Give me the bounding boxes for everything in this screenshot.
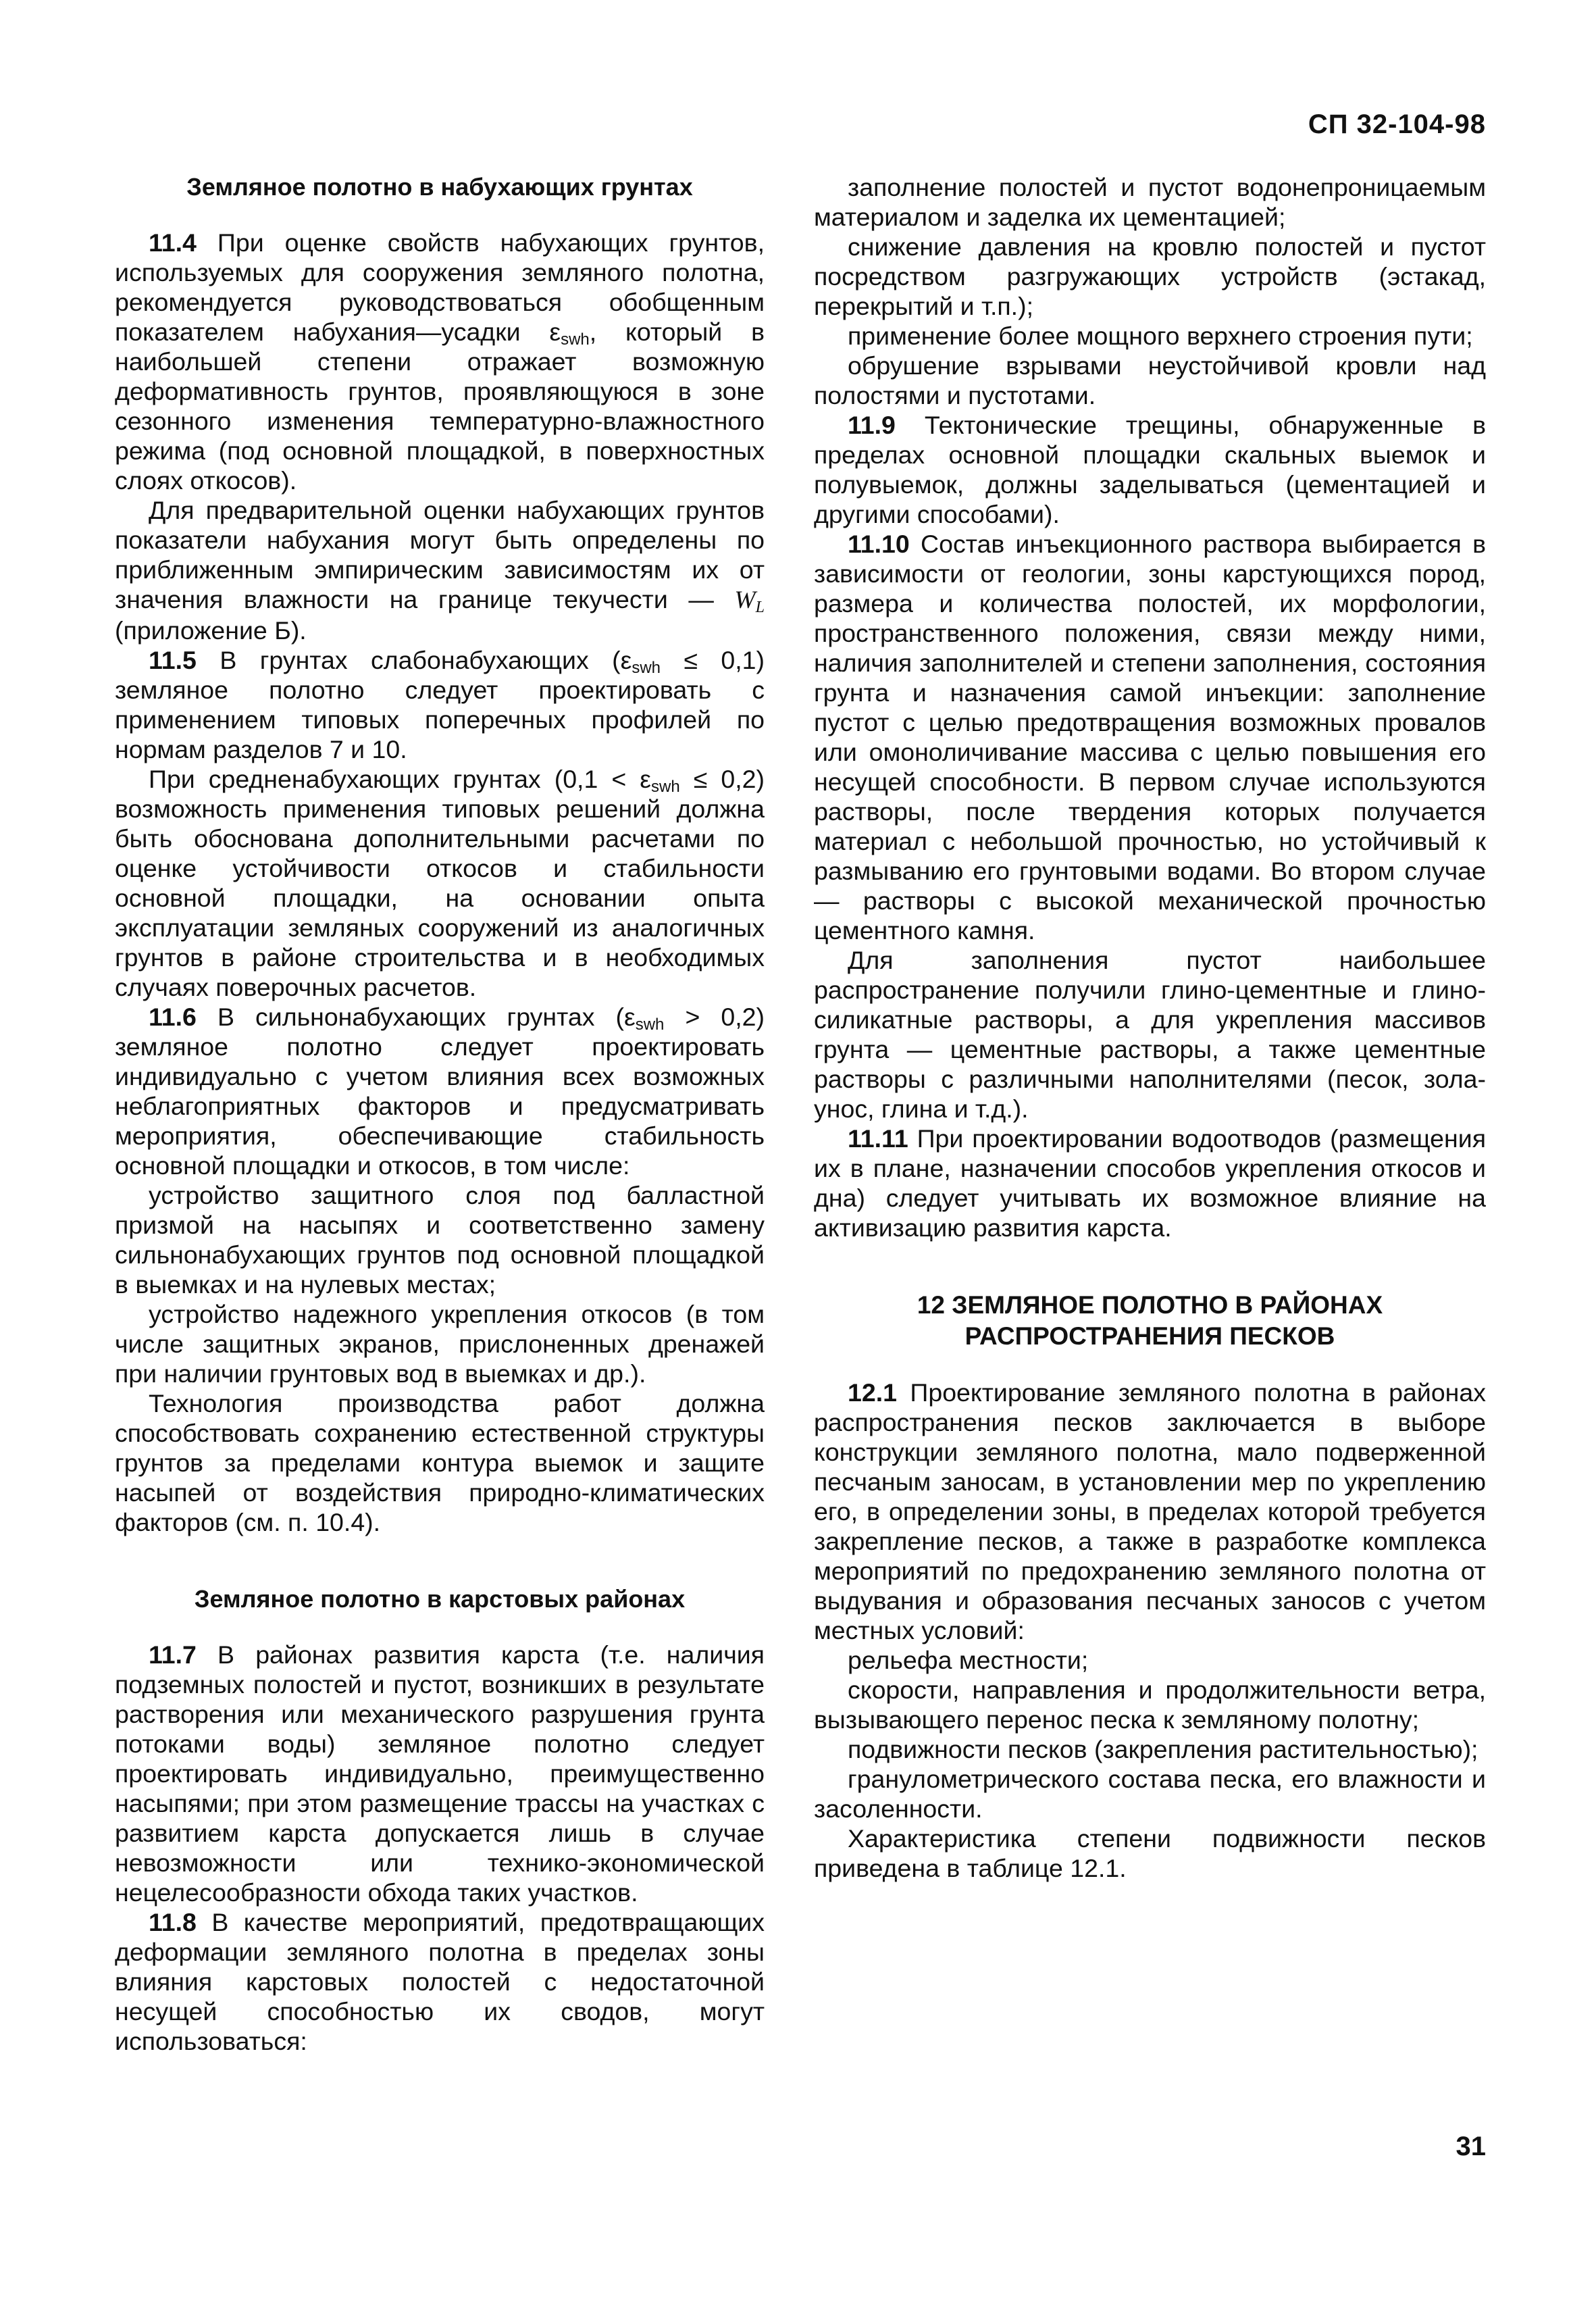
paragraph-technology: Технология производства работ должна способствовать сохранению естественной структуры грунтов за пределами контура выемок и защите насыпей от воздействия природно-климатических факторов (см. п. 10.4). <box>115 1389 765 1536</box>
section-12-title-line-1: 12 ЗЕМЛЯНОЕ ПОЛОТНО В РАЙОНАХ <box>917 1291 1383 1319</box>
clause-number: 12.1 <box>848 1378 897 1407</box>
clause-number: 11.5 <box>149 646 197 674</box>
paragraph-11-8: 11.8 В качестве мероприятий, предотвращающих деформации земляного полотна в пределах зоны влияния карстовых полостей с недостаточной несущей способностью их сводов, могут использоваться: <box>115 1908 765 2055</box>
paragraph-relief: рельефа местности; <box>848 1646 1089 1674</box>
paragraph-medium-swelling: При средненабухающих грунтах $(0,1 < \varepsilon_{swh} \le 0,2)$ возможность применения типовых решений должна быть обоснована дополнительными расчетами по оценке устойчивости откосов и стабильности основной площадки, на основании опыта эксплуатации земляных сооружений из аналогичных грунтов в районе строительства и в необходимых случаях поверочных расчетов. <box>115 765 765 1001</box>
heading-swelling-soils: Земляное полотно в набухающих грунтах <box>186 173 693 201</box>
page-number: 31 <box>1456 2132 1486 2161</box>
paragraph-11-9: 11.9 Тектонические трещины, обнаруженные в пределах основной площадки скальных выемок и полувыемок, должны заделываться (цементацией и другими способами). <box>814 411 1486 528</box>
clause-number: 11.10 <box>848 530 910 558</box>
section-12-title-line-2: РАСПРОСТРАНЕНИЯ ПЕСКОВ <box>964 1322 1335 1350</box>
heading-karst-areas: Земляное полотно в карстовых районах <box>194 1585 686 1613</box>
paragraph-11-10: 11.10 Состав инъекционного раствора выбирается в зависимости от геологии, зоны карстующихся пород, размера и количества полостей, их морфологии, пространственного положения, связи между ними, наличия заполнителей и степени заполнения, состояния грунта и назначения самой инъекции: заполнение пустот с целью предотвращения возможных провалов или омоноличивание массива с целью повышения его несущей способности. В первом случае используются растворы, после твердения которых получается материал с небольшой прочностью, но устойчивый к размыванию его грунтовыми водами. Во втором случае — растворы с высокой механической прочностью цементного камня. <box>814 530 1486 945</box>
clause-number: 11.9 <box>848 411 896 439</box>
clause-number: 11.7 <box>149 1640 197 1669</box>
paragraph-wind: скорости, направления и продолжительности ветра, вызывающего перенос песка к земляному полотну; <box>814 1676 1486 1734</box>
spacer <box>814 1242 1486 1290</box>
paragraph-11-6: 11.6 В сильнонабухающих грунтах $(\varepsilon_{swh} > 0,2)$ земляное полотно следует проектировать индивидуально с учетом влияния всех возможных неблагоприятных факторов и предусматривать мероприятия, обеспечивающие стабильность основной площадки и откосов, в том числе: <box>115 1003 765 1180</box>
paragraph-11-4: 11.4 При оценке свойств набухающих грунтов, используемых для сооружения земляного полотна, рекомендуется руководствоваться обобщенным показателем набухания—усадки $\varepsilon_{swh}$, который в наибольшей степени отражает возможную деформативность грунтов, проявляющуюся в зоне сезонного изменения температурно-влажностного режима (под основной площадкой, в поверхностных слоях откосов). <box>115 228 765 495</box>
paragraph-protective-layer: устройство защитного слоя под балластной призмой на насыпях и соответственно замену сильнонабухающих грунтов под основной площадкой в выемках и на нулевых местах; <box>115 1181 765 1299</box>
clause-number: 11.6 <box>149 1003 197 1031</box>
section-12-title <box>814 1290 1486 1352</box>
paragraph-void-filling: Для заполнения пустот наибольшее распространение получили глино-цементные и глино-силикатные растворы, а для укрепления массивов грунта — цементные растворы, а также цементные растворы с различными наполнителями (песок, зола-унос, глина и т.д.). <box>814 946 1486 1123</box>
clause-number: 11.8 <box>149 1908 197 1936</box>
paragraph-fill-voids: заполнение полостей и пустот водонепроницаемым материалом и заделка их цементацией; <box>814 173 1486 231</box>
paragraph-preliminary-assessment: Для предварительной оценки набухающих грунтов показатели набухания могут быть определены по приближенным эмпирическим зависимостям их от значения влажности на границе текучести — $W_L$ (приложение Б). <box>115 496 765 645</box>
spacer <box>115 1537 765 1584</box>
paragraph-table-reference: Характеристика степени подвижности песков приведена в таблице 12.1. <box>814 1824 1486 1882</box>
clause-number: 11.11 <box>848 1124 908 1153</box>
left-column <box>115 172 765 2056</box>
paragraph-reduce-pressure: снижение давления на кровлю полостей и пустот посредством разгружающих устройств (эстакад, перекрытий и т.п.); <box>814 232 1486 320</box>
paragraph-11-5: 11.5 В грунтах слабонабухающих $(\varepsilon_{swh} \le 0,1)$ земляное полотно следует проектировать с применением типовых поперечных профилей по нормам разделов 7 и 10. <box>115 646 765 763</box>
paragraph-sand-mobility: подвижности песков (закрепления растительностью); <box>848 1735 1478 1763</box>
clause-number: 11.4 <box>149 228 197 257</box>
paragraph-12-1: 12.1 Проектирование земляного полотна в районах распространения песков заключается в выборе конструкции земляного полотна, мало подверженной песчаным заносам, в установлении мер по укреплению его, в определении зоны, в пределах которой требуется закрепление песков, а также в разработке комплекса мероприятий по предохранению земляного полотна от выдувания и образования песчаных заносов с учетом местных условий: <box>814 1378 1486 1644</box>
paragraph-11-7: 11.7 В районах развития карста (т.е. наличия подземных полостей и пустот, возникших в результате растворения или механического разрушения грунта потоками воды) земляное полотно следует проектировать индивидуально, преимущественно насыпями; при этом размещение трассы на участках с развитием карста допускается лишь в случае невозможности или технико-экономической нецелесообразности обхода таких участков. <box>115 1640 765 1907</box>
paragraph-collapse: обрушение взрывами неустойчивой кровли над полостями и пустотами. <box>814 351 1486 409</box>
right-column <box>814 172 1486 1883</box>
paragraph-track-structure: применение более мощного верхнего строения пути; <box>848 322 1473 350</box>
paragraph-11-11: 11.11 При проектировании водоотводов (размещения их в плане, назначении способов укрепления откосов и дна) следует учитывать их возможное влияние на активизацию развития карста. <box>814 1124 1486 1242</box>
paragraph-granulometry: гранулометрического состава песка, его влажности и засоленности. <box>814 1765 1486 1823</box>
paragraph-slope-reinforcement: устройство надежного укрепления откосов (в том числе защитных экранов, прислоненных дренажей при наличии грунтовых вод в выемках и др.). <box>115 1300 765 1388</box>
document-code: СП 32-104-98 <box>1308 109 1486 139</box>
